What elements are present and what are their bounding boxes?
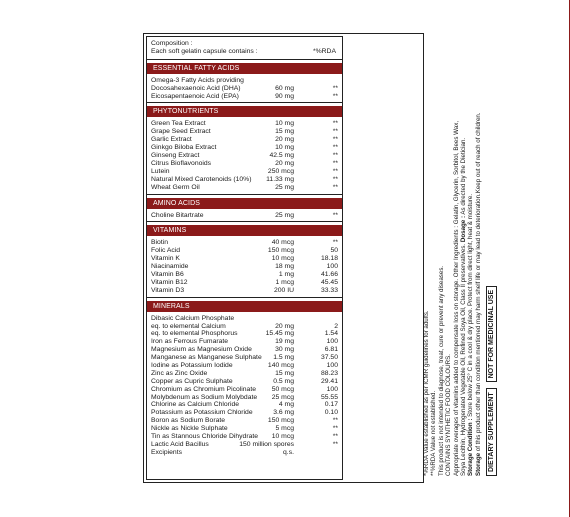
nutrient-name: Vitamin D3 (151, 286, 185, 294)
nutrient-rda: ** (332, 425, 338, 433)
nutrient-rda: 45.45 (320, 278, 338, 286)
nutrient-name: Ginseng Extract (151, 152, 200, 160)
nutrient-row (151, 77, 338, 85)
nutrient-name: Vitamin K (151, 255, 180, 263)
nutrient-rda: 37.50 (320, 354, 338, 362)
section-rows (147, 77, 342, 101)
nutrient-rda: ** (332, 175, 338, 183)
nutrient-quantity: 5 mcg (275, 425, 294, 433)
nutrient-rda: ** (332, 128, 338, 136)
nutrient-name: Dibasic Calcium Phosphate (151, 314, 235, 322)
nutrient-name: Copper as Cupric Sulphate (151, 377, 233, 385)
nutrient-name: Garlic Extract (151, 136, 192, 144)
nutrient-row (151, 85, 338, 93)
nutrient-name: Eicosapentaenoic Acid (EPA) (151, 92, 239, 100)
nutrient-row (151, 128, 338, 136)
storage-label: Storage Condition : (467, 418, 475, 476)
nutrient-rda: ** (332, 120, 338, 128)
nutrient-row (151, 433, 338, 441)
nutrient-quantity: 1 mcg (275, 278, 294, 286)
section-rows (147, 212, 342, 220)
nutrient-row (151, 394, 338, 402)
nutrient-quantity: 90 mg (275, 92, 294, 100)
nutrient-name: Omega-3 Fatty Acids providing (151, 76, 244, 84)
nutrient-name: Wheat Germ Oil (151, 183, 200, 191)
nutrient-quantity: 0.5 mg (273, 377, 294, 385)
nutrient-quantity: 1.5 mg (273, 354, 294, 362)
section-title: VITAMINS (147, 225, 342, 236)
section-rows (147, 120, 342, 191)
section-title: MINERALS (147, 301, 342, 312)
nutrient-row (151, 346, 338, 354)
nutrient-row (151, 160, 338, 168)
nutrient-row (151, 136, 338, 144)
nutrient-name: Vitamin B12 (151, 278, 188, 286)
nutrient-quantity: 50 mcg (271, 385, 294, 393)
nutrient-name: Choline Bitartrate (151, 211, 204, 219)
sections-container (147, 60, 342, 457)
storage-warning-label: Storage (474, 452, 482, 476)
nutrient-rda: 100 (326, 338, 338, 346)
nutrient-name: Manganese as Manganese Sulphate (151, 354, 262, 362)
nutrient-quantity: 10 mcg (271, 255, 294, 263)
nutrient-quantity: 200 IU (273, 286, 294, 294)
nutrient-row (151, 184, 338, 192)
nutrient-quantity: 20 mg (275, 322, 294, 330)
nutrient-name: Zinc as Zinc Oxide (151, 369, 208, 377)
storage-text: Store below 25° C in a cool & dry place. Protect from direct light, heat & moisture. (467, 193, 475, 417)
nutrient-rda: ** (332, 239, 338, 247)
nutrient-row (151, 338, 338, 346)
nutrient-name: Vitamin B6 (151, 270, 184, 278)
nutrient-row (151, 386, 338, 394)
nutrient-name: Biotin (151, 239, 169, 247)
nutrient-name: eq. to elemental Calcium (151, 322, 226, 330)
nutrient-name: Ginkgo Biloba Extract (151, 144, 217, 152)
note-disclaimer: This product is not intended to diagnose, treat, cure or prevent any diseases. (437, 265, 445, 476)
not-medicinal-badge: NOT FOR MEDICINAL USE (486, 286, 497, 383)
nutrient-name: Niacinamide (151, 263, 189, 271)
nutrient-rda: ** (332, 183, 338, 191)
section-title: PHYTONUTRIENTS (147, 106, 342, 117)
composition-table (146, 36, 343, 480)
section-rows (147, 239, 342, 294)
nutrient-quantity: 250 mcg (267, 167, 294, 175)
nutrient-row (151, 120, 338, 128)
section-title: AMINO ACIDS (147, 198, 342, 209)
nutrient-rda: ** (332, 136, 338, 144)
nutrient-row (151, 93, 338, 101)
nutrient-name: Iodine as Potassium Iodide (151, 361, 233, 369)
nutrient-name: Boron as Sodium Borate (151, 417, 226, 425)
note-overages: Appropriate overages of vitamins added to compensate loss on storage. Other Ingredients : Gelatin, Glycerin, Sorbitol, Bees Wax, (452, 120, 460, 476)
nutrient-row (151, 144, 338, 152)
nutrient-quantity: 10 mg (275, 120, 294, 128)
nutrient-rda: 29.41 (320, 377, 338, 385)
nutrient-rda: ** (332, 159, 338, 167)
nutrient-rda: 0.17 (324, 401, 338, 409)
nutrient-quantity: 15 mg (275, 128, 294, 136)
nutrient-quantity: 10 mcg (271, 432, 294, 440)
nutrient-quantity: 60 mg (275, 84, 294, 92)
nutrient-rda: 0.10 (324, 409, 338, 417)
nutrient-quantity: 3.6 mg (273, 409, 294, 417)
nutrient-name: Citrus Bioflavonoids (151, 159, 212, 167)
nutrient-quantity: 19 mg (275, 338, 294, 346)
nutrient-name: Excipients (151, 448, 182, 456)
nutrient-row (151, 354, 338, 362)
nutrient-name: Chromium as Chromium Picolinate (151, 385, 257, 393)
section-rows (147, 315, 342, 457)
footer-badges (486, 40, 497, 476)
note-rda-established: *%RDA Value established as per ICMR guidelines for adults. (423, 310, 430, 476)
dosage-text: As directed by the Dietician. (460, 137, 468, 215)
nutrient-quantity: 20 mg (275, 136, 294, 144)
nutrient-quantity: 11.33 mg (266, 175, 294, 183)
nutrient-quantity: 150 million spores (239, 440, 294, 448)
nutrient-row (151, 279, 338, 287)
nutrient-quantity: 4 mg (278, 401, 294, 409)
nutrient-row (151, 362, 338, 370)
nutrient-row (151, 271, 338, 279)
nutrient-row (151, 370, 338, 378)
nutrient-name: Lutein (151, 167, 170, 175)
section-title: ESSENTIAL FATTY ACIDS (147, 63, 342, 74)
nutrient-row (151, 449, 338, 457)
composition-subtitle: Each soft gelatin capsule contains : (151, 47, 258, 55)
nutrient-rda: ** (332, 432, 338, 440)
nutrient-name: Folic Acid (151, 247, 181, 255)
nutrient-row (151, 417, 338, 425)
nutrient-name: Potassium as Potassium Chloride (151, 409, 253, 417)
dietary-supplement-badge: DIETARY SUPPLEMENT (486, 388, 497, 476)
nutrient-row (151, 176, 338, 184)
nutrient-rda: 2 (334, 322, 338, 330)
nutrient-name: eq. to elemental Phosphorus (151, 330, 238, 338)
nutrient-quantity: 15.45 mg (265, 330, 294, 338)
nutrient-quantity: 42.5 mg (269, 152, 294, 160)
nutrient-name: Grape Seed Extract (151, 128, 211, 136)
rotated-notes (421, 36, 497, 480)
nutrient-row (151, 441, 338, 449)
nutrient-quantity: 40 mcg (271, 239, 294, 247)
nutrient-row (151, 409, 338, 417)
nutrient-name: Iron as Ferrous Fumarate (151, 338, 229, 346)
nutrient-quantity: 25 mg (275, 183, 294, 191)
nutrient-row (151, 378, 338, 386)
dosage-label: Dosage : (460, 215, 468, 243)
nutrient-quantity: 150 mcg (267, 247, 294, 255)
nutrient-name: Docosahexaenoic Acid (DHA) (151, 84, 241, 92)
storage-warning-text: of this product other than condition mentioned may harm shelf life or may lead to deterioration.Keep out of reach of children. (474, 112, 482, 452)
nutrient-rda: ** (332, 211, 338, 219)
nutrient-rda: ** (332, 167, 338, 175)
nutrient-name: Chlorine as Calcium Chloride (151, 401, 240, 409)
nutrient-rda: 41.66 (320, 270, 338, 278)
nutrient-rda: ** (332, 440, 338, 448)
nutrient-name: Green Tea Extract (151, 120, 206, 128)
nutrient-row (151, 263, 338, 271)
nutrient-rda: 88.23 (320, 369, 338, 377)
nutrient-rda: ** (332, 152, 338, 160)
nutrient-rda: ** (332, 92, 338, 100)
nutrient-quantity: 25 mg (275, 211, 294, 219)
nutrient-quantity: 30 mg (275, 346, 294, 354)
nutrient-name: Magnesium as Magnesium Oxide (151, 346, 252, 354)
nutrient-rda: 100 (326, 263, 338, 271)
nutrient-quantity: 10 mg (275, 144, 294, 152)
nutrient-row (151, 287, 338, 295)
label-panel (143, 33, 496, 483)
nutrient-name: Molybdenum as Sodium Molybdate (151, 393, 258, 401)
nutrient-row (151, 323, 338, 331)
nutrient-row (151, 168, 338, 176)
nutrient-quantity: q.s. (283, 448, 294, 456)
nutrient-quantity: 15 mg (275, 369, 294, 377)
nutrient-row (151, 401, 338, 409)
nutrient-rda: 100 (326, 385, 338, 393)
nutrient-rda: ** (332, 144, 338, 152)
note-storage (467, 40, 474, 476)
nutrient-quantity: 20 mg (275, 159, 294, 167)
nutrient-rda: 1.54 (324, 330, 338, 338)
nutrient-row (151, 425, 338, 433)
nutrient-rda: 6.81 (324, 346, 338, 354)
nutrient-row (151, 239, 338, 247)
nutrient-rda: 50 (330, 247, 338, 255)
nutrient-row (151, 212, 338, 220)
side-notes-area (345, 36, 496, 480)
nutrient-rda: ** (332, 417, 338, 425)
nutrient-quantity: 1 mg (278, 270, 294, 278)
nutrient-row (151, 315, 338, 323)
nutrient-quantity: 18 mg (275, 263, 294, 271)
nutrient-quantity: 140 mcg (267, 361, 294, 369)
note-ingredients: Soya Lecithin, Hydrogenated Vegetable Oil, Refined Soya Oil, Class II preservatives. Dosage : As directed by the Dietician. (460, 137, 468, 476)
nutrient-rda: 33.33 (320, 286, 338, 294)
note-food-colours: CONTAINS SYNTHETIC FOOD COLOURS. (445, 354, 453, 476)
nutrient-row (151, 152, 338, 160)
nutrient-rda: 55.55 (320, 393, 338, 401)
nutrient-quantity: 25 mcg (271, 393, 294, 401)
nutrient-row (151, 255, 338, 263)
nutrient-name: Tin as Stannous Chloride Dihydrate (151, 432, 259, 440)
nutrient-name: Natural Mixed Carotenoids (10%) (151, 175, 252, 183)
nutrient-row (151, 330, 338, 338)
nutrient-quantity: 150 mcg (267, 417, 294, 425)
nutrient-name: Nickle as Nickle Sulphate (151, 425, 228, 433)
nutrient-rda: ** (332, 84, 338, 92)
nutrient-rda: 18.18 (320, 255, 338, 263)
nutrient-row (151, 247, 338, 255)
nutrient-rda: 100 (326, 361, 338, 369)
note-rda-not-established: **%RDA Value not established. (430, 390, 438, 476)
nutrient-name: Lactic Acid Bacillus (151, 440, 209, 448)
composition-header (147, 37, 342, 60)
rda-column-header: *%RDA (312, 47, 336, 55)
composition-title: Composition : (151, 40, 193, 47)
note-storage-warning (475, 40, 482, 476)
